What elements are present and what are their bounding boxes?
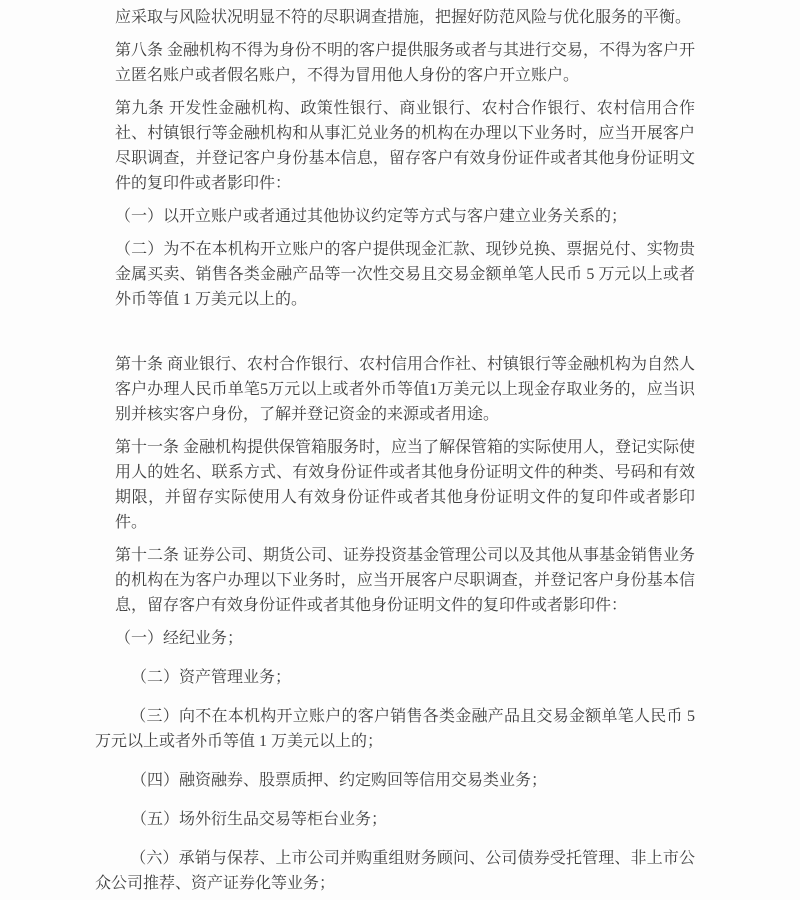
article-10-paragraph: 第十条 商业银行、农村合作银行、农村信用合作社、村镇银行等金融机构为自然人客户办理人民币单笔5万元以上或者外币等值1万美元以上现金存取业务的，应当识别并核实客户身份，了解并登记资金的来源或者用途。 (115, 356, 696, 423)
article-9-item-2: （二）为不在本机构开立账户的客户提供现金汇款、现钞兑换、票据兑付、实物贵金属买卖、销售各类金融产品等一次性交易且交易金额单笔人民币 5 万元以上或者外币等值 1 万美元以上的。 (115, 241, 695, 308)
article-12-item-5: （五）场外衍生品交易等柜台业务； (131, 811, 388, 828)
article-12-item-4: （四）融资融券、股票质押、约定购回等信用交易类业务； (131, 772, 548, 789)
article-9-item-1: （一）以开立账户或者通过其他协议约定等方式与客户建立业务关系的； (115, 208, 628, 225)
article-12-paragraph: 第十二条 证券公司、期货公司、证券投资基金管理公司以及其他从事基金销售业务的机构在为客户办理以下业务时，应当开展客户尽职调查，并登记客户身份基本信息，留存客户有效身份证件或者其他身份证明文件的复印件或者影印件： (115, 547, 696, 614)
article-12-item-6: （六）承销与保荐、上市公司并购重组财务顾问、公司债券受托管理、非上市公众公司推荐、资产证券化等业务； (95, 850, 695, 892)
article-12-item-1: （一）经纪业务； (115, 630, 244, 647)
article-12-item-3: （三）向不在本机构开立账户的客户销售各类金融产品且交易金额单笔人民币 5 万元以上或者外币等值 1 万美元以上的； (95, 708, 695, 750)
article-8-paragraph: 第八条 金融机构不得为身份不明的客户提供服务或者与其进行交易，不得为客户开立匿名账户或者假名账户，不得为冒用他人身份的客户开立账户。 (115, 42, 696, 84)
article-12-item-2: （二）资产管理业务； (131, 669, 292, 686)
intro-continuation-paragraph: 应采取与风险状况明显不符的尽职调查措施，把握好防范风险与优化服务的平衡。 (115, 9, 692, 26)
article-11-paragraph: 第十一条 金融机构提供保管箱服务时，应当了解保管箱的实际使用人，登记实际使用人的姓名、联系方式、有效身份证件或者其他身份证明文件的种类、号码和有效期限，并留存实际使用人有效身份证件或者其他身份证明文件的复印件或者影印件。 (115, 439, 696, 531)
article-9-paragraph: 第九条 开发性金融机构、政策性银行、商业银行、农村合作银行、农村信用合作社、村镇银行等金融机构和从事汇兑业务的机构在办理以下业务时，应当开展客户尽职调查，并登记客户身份基本信息，留存客户有效身份证件或者其他身份证明文件的复印件或者影印件： (115, 100, 695, 192)
